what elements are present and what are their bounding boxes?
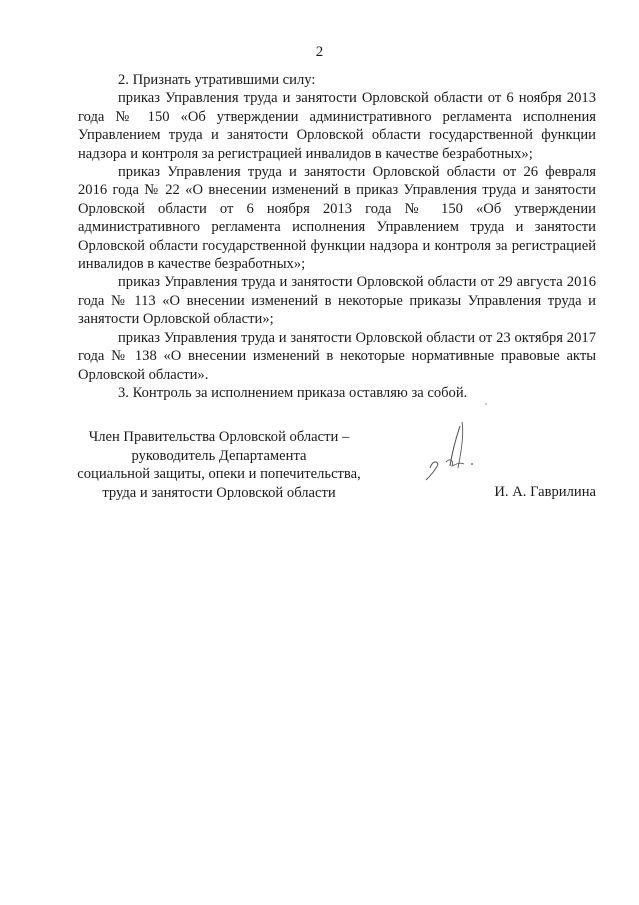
order-item-3-control: 3. Контроль за исполнением приказа оставляю за собой. [118, 384, 468, 401]
signer-position-line: руководитель Департамента [131, 447, 307, 464]
signer-name: И. А. Гаврилина [494, 484, 596, 500]
order-item-2-heading: 2. Признать утратившими силу: [118, 72, 316, 88]
signer-position [64, 428, 374, 502]
repealed-order-2013-150: приказ Управления труда и занятости Орловской области от 6 ноября 2013 года № 150 «Об утверждении административного регламента исполнения Управлением труда и занятости Орловской области государственной функции надзора и контроля за регистрацией инвалидов в качестве безработных»; [78, 90, 596, 162]
signer-position-line: социальной защиты, опеки и попечительства, [77, 466, 361, 482]
page-number: 2 [315, 44, 324, 60]
signer-position-line: труда и занятости Орловской области [102, 484, 336, 501]
repealed-order-2017-138: приказ Управления труда и занятости Орловской области от 23 октября 2017 года № 138 «О внесении изменений в некоторые нормативные правовые акты Орловской области». [78, 329, 596, 383]
repealed-order-2016-22: приказ Управления труда и занятости Орловской области от 26 февраля 2016 года № 22 «О внесении изменений в приказ Управления труда и занятости Орловской области от 6 ноября 2013 года № 150 «Об утверждении административного регламента исполнения Управлением труда и занятости Орловской области государственной функции надзора и контроля за регистрацией инвалидов в качестве безработных»; [78, 164, 596, 273]
signer-position-line: Член Правительства Орловской области – [88, 429, 350, 445]
order-body [78, 71, 596, 402]
handwritten-signature [408, 398, 508, 498]
repealed-order-2016-113: приказ Управления труда и занятости Орловской области от 29 августа 2016 года № 113 «О внесении изменений в некоторые приказы Управления труда и занятости Орловской области»; [78, 274, 596, 328]
